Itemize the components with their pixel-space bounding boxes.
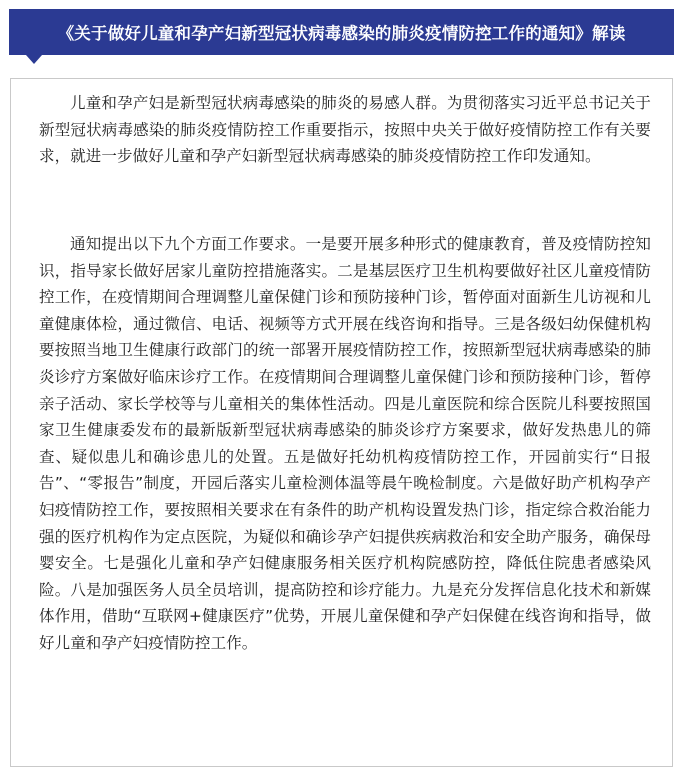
page-title: 《关于做好儿童和孕产妇新型冠状病毒感染的肺炎疫情防控工作的通知》解读 — [57, 24, 626, 43]
article-paragraph-intro: 儿童和孕产妇是新型冠状病毒感染的肺炎的易感人群。为贯彻落实习近平总书记关于新型冠状病毒感染的肺炎疫情防控工作重要指示，按照中央关于做好疫情防控工作有关要求，就进一步做好儿童和孕产妇新型冠状病毒感染的肺炎疫情防控工作印发通知。 — [39, 94, 651, 166]
banner-pointer — [26, 55, 42, 64]
header-banner — [9, 9, 674, 55]
article-paragraph-requirements: 通知提出以下九个方面工作要求。一是要开展多种形式的健康教育，普及疫情防控知识，指导家长做好居家儿童防控措施落实。二是基层医疗卫生机构要做好社区儿童疫情防控工作，在疫情期间合理调整儿童保健门诊和预防接种门诊，暂停面对面新生儿访视和儿童健康体检，通过微信、电话、视频等方式开展在线咨询和指导。三是各级妇幼保健机构要按照当地卫生健康行政部门的统一部署开展疫情防控工作，按照新型冠状病毒感染的肺炎诊疗方案做好临床诊疗工作。在疫情期间合理调整儿童保健门诊和预防接种门诊，暂停亲子活动、家长学校等与儿童相关的集体性活动。四是儿童医院和综合医院儿科要按照国家卫生健康委发布的最新版新型冠状病毒感染的肺炎诊疗方案要求，做好发热患儿的筛查、疑似患儿和确诊患儿的处置。五是做好托幼机构疫情防控工作，开园前实行“日报告”、“零报告”制度，开园后落实儿童检测体温等晨午晚检制度。六是做好助产机构孕产妇疫情防控工作，要按照相关要求在有条件的助产机构设置发热门诊，指定综合救治能力强的医疗机构作为定点医院，为疑似和确诊孕产妇提供疾病救治和安全助产服务，确保母婴安全。七是强化儿童和孕产妇健康服务相关医疗机构院感防控，降低住院患者感染风险。八是加强医务人员全员培训，提高防控和诊疗能力。九是充分发挥信息化技术和新媒体作用，借助“互联网+健康医疗”优势，开展儿童保健和孕产妇保健在线咨询和指导，做好儿童和孕产妇疫情防控工作。 — [39, 235, 651, 652]
article-body — [10, 78, 673, 767]
